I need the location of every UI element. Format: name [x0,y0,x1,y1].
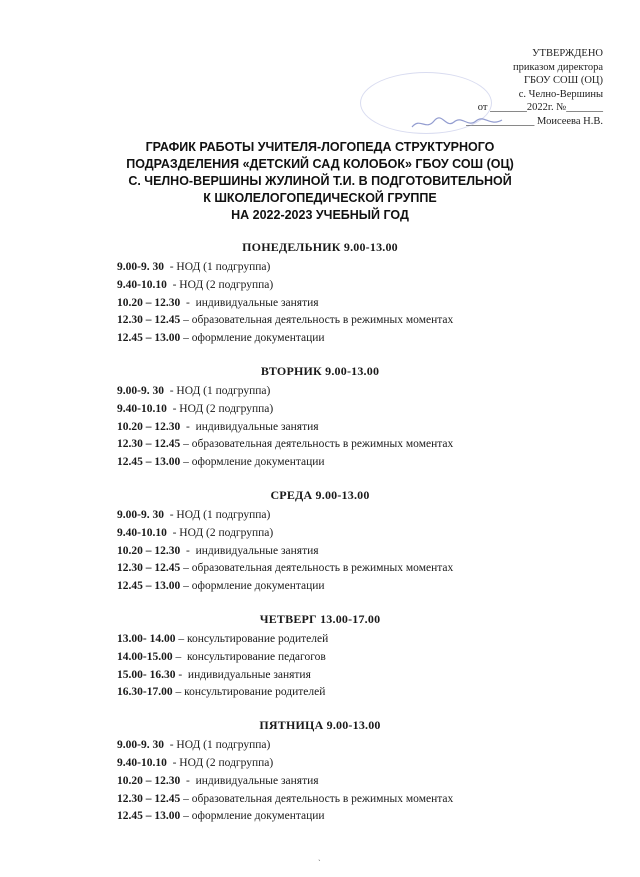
schedule-entry [117,737,640,755]
entry-time: 12.45 – 13.00 [117,332,181,345]
schedule-entry [117,560,640,578]
schedule-entry [117,578,640,596]
schedule-entry [117,312,640,330]
entry-text: – консультирование педагогов [172,650,326,663]
entry-time: 9.40-10.10 [117,402,167,415]
entry-time: 9.00-9. 30 [117,508,164,521]
entry-time: 9.00-9. 30 [117,261,164,273]
entry-text: - НОД (1 подгруппа) [163,508,271,521]
day-block [0,611,640,702]
schedule-entry [117,755,640,773]
entry-text: - НОД (1 подгруппа) [163,384,271,397]
entry-text: – образовательная деятельность в режимных моментах [180,438,454,451]
entry-text: – образовательная деятельность в режимных моментах [180,314,454,327]
entry-text: - индивидуальные занятия [175,668,311,681]
schedule-entry [117,791,640,809]
entry-time: 16.30-17.00 [117,686,173,699]
day-block [0,363,640,472]
entry-text: – оформление документации [180,810,325,823]
schedule-entry [117,436,640,454]
schedule-entry [117,259,640,277]
entry-time: 12.45 – 13.00 [117,810,181,823]
entry-time: 9.40-10.10 [117,756,167,769]
schedule-entry [117,684,640,702]
title-line: С. ЧЕЛНО-ВЕРШИНЫ ЖУЛИНОЙ Т.И. В ПОДГОТОВИТЕЛЬНОЙ [128,174,512,188]
schedule-entry [117,507,640,525]
day-block [0,487,640,596]
day-heading: ЧЕТВЕРГ 13.00-17.00 [259,611,381,626]
entry-text: - НОД (1 подгруппа) [163,739,271,752]
schedule-entry [117,295,640,313]
entry-text: - НОД (2 подгруппа) [166,756,274,769]
day-block [0,239,640,348]
footer-mark: ˎ [318,852,321,861]
title-line: ПОДРАЗДЕЛЕНИЯ «ДЕТСКИЙ САД КОЛОБОК» ГБОУ СОШ (ОЦ) [126,157,514,171]
approval-line: приказом директора [513,61,603,73]
approval-line: с. Челно-Вершины [518,88,603,100]
day-heading: СРЕДА 9.00-13.00 [270,487,370,502]
entry-text: - индивидуальные занятия [180,774,319,787]
approval-line: _____________ Моисеева Н.В. [466,115,603,127]
entry-text: - НОД (2 подгруппа) [166,402,274,415]
schedule-entry [117,667,640,685]
entry-time: 15.00- 16.30 [117,668,176,681]
entry-time: 12.45 – 13.00 [117,580,181,593]
entry-time: 9.00-9. 30 [117,384,164,397]
entry-time: 10.20 – 12.30 [117,774,181,787]
document-title [0,139,640,224]
entry-time: 9.40-10.10 [117,278,167,291]
entry-text: – консультирование родителей [175,632,329,645]
entry-text: - НОД (1 подгруппа) [163,261,271,273]
entry-time: 10.20 – 12.30 [117,544,181,557]
entry-time: 9.00-9. 30 [117,739,164,752]
entry-time: 12.45 – 13.00 [117,456,181,469]
entry-time: 9.40-10.10 [117,526,167,539]
schedule-entry [117,543,640,561]
schedule-entry [117,525,640,543]
entry-text: – образовательная деятельность в режимных моментах [180,792,454,805]
schedule-entry [117,401,640,419]
schedule-entry [117,277,640,295]
schedule-entry [117,773,640,791]
entry-text: – оформление документации [180,580,325,593]
entry-text: - НОД (2 подгруппа) [166,526,274,539]
schedule-entry [117,808,640,826]
entry-time: 10.20 – 12.30 [117,296,181,309]
schedule [0,239,640,841]
entry-time: 12.30 – 12.45 [117,792,181,805]
day-heading: ПОНЕДЕЛЬНИК 9.00-13.00 [242,240,398,254]
schedule-entry [117,649,640,667]
title-line: НА 2022-2023 УЧЕБНЫЙ ГОД [231,208,409,222]
schedule-entry [117,419,640,437]
schedule-entry [117,631,640,649]
schedule-entry [117,454,640,472]
approval-line: от _______2022г. №_______ [477,102,603,113]
entry-text: – оформление документации [180,332,325,345]
entry-time: 10.20 – 12.30 [117,420,181,433]
entry-time: 14.00-15.00 [117,650,173,663]
entry-time: 12.30 – 12.45 [117,314,181,327]
day-heading: ПЯТНИЦА 9.00-13.00 [259,718,381,733]
approval-line: ГБОУ СОШ (ОЦ) [523,75,603,86]
entry-text: – образовательная деятельность в режимных моментах [180,562,454,575]
entry-text: – консультирование родителей [172,686,326,699]
title-line: ГРАФИК РАБОТЫ УЧИТЕЛЯ-ЛОГОПЕДА СТРУКТУРНОГО [145,140,495,154]
schedule-entry [117,383,640,401]
entry-text: - индивидуальные занятия [180,420,319,433]
entry-time: 12.30 – 12.45 [117,562,181,575]
schedule-entry [117,330,640,348]
title-line: К ШКОЛЕЛОГОПЕДИЧЕСКОЙ ГРУППЕ [203,191,437,205]
entry-text: - индивидуальные занятия [180,544,319,557]
entry-time: 13.00- 14.00 [117,632,176,645]
entry-time: 12.30 – 12.45 [117,438,181,451]
day-block [0,717,640,826]
day-heading: ВТОРНИК 9.00-13.00 [260,363,380,378]
entry-text: - НОД (2 подгруппа) [166,278,274,291]
entry-text: – оформление документации [180,456,325,469]
approval-block [466,47,603,128]
entry-text: - индивидуальные занятия [180,296,319,309]
approval-line: УТВЕРЖДЕНО [532,48,603,59]
